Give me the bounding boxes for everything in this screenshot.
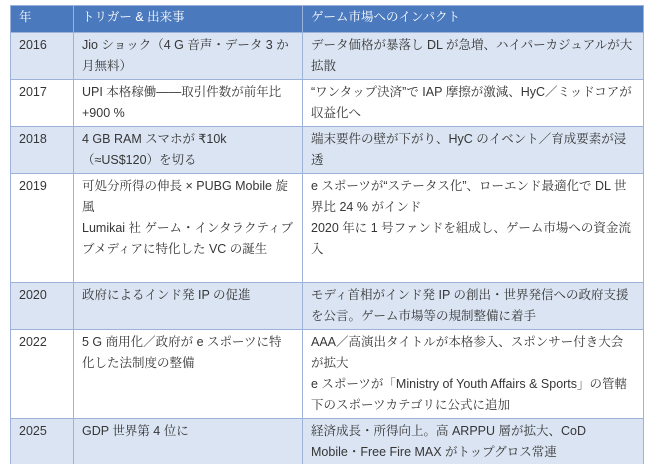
year-cell: 2017 <box>11 80 74 127</box>
impact-cell: AAA／高演出タイトルが本格参入、スポンサー付き大会が拡大 e スポーツが「Ministry of Youth Affairs & Sports」の管轄下のスポーツカテゴリに公式に追加 <box>303 330 644 419</box>
header-row <box>11 6 644 33</box>
impact-cell: モディ首相がインド発 IP の創出・世界発信への政府支援を公言。ゲーム市場等の規制整備に着手 <box>303 283 644 330</box>
trigger-cell: 5 G 商用化／政府が e スポーツに特化した法制度の整備 <box>74 330 303 419</box>
header-cell-year: 年 <box>11 6 74 33</box>
table-row-2019 <box>11 174 644 283</box>
header-cell-impact: ゲーム市場へのインパクト <box>303 6 644 33</box>
year-cell: 2019 <box>11 174 74 283</box>
trigger-cell: GDP 世界第 4 位に <box>74 419 303 464</box>
impact-cell: 端末要件の壁が下がり、HyC のイベント／育成要素が浸透 <box>303 127 644 174</box>
year-cell: 2025 <box>11 419 74 464</box>
table-row-2018 <box>11 127 644 174</box>
trigger-cell: UPI 本格稼働——取引件数が前年比 +900 % <box>74 80 303 127</box>
trigger-cell: 4 GB RAM スマホが ₹10k（≈US$120）を切る <box>74 127 303 174</box>
year-cell: 2016 <box>11 33 74 80</box>
table-row-2017 <box>11 80 644 127</box>
year-cell: 2018 <box>11 127 74 174</box>
year-cell: 2022 <box>11 330 74 419</box>
table-row-2020 <box>11 283 644 330</box>
india-game-market-timeline-table <box>10 5 644 464</box>
year-cell: 2020 <box>11 283 74 330</box>
impact-cell: “ワンタップ決済”で IAP 摩擦が激減、HyC／ミッドコアが収益化へ <box>303 80 644 127</box>
trigger-cell: 可処分所得の伸長 × PUBG Mobile 旋風 Lumikai 社 ゲーム・インタラクティブブメディアに特化した VC の誕生 <box>74 174 303 283</box>
trigger-cell: 政府によるインド発 IP の促進 <box>74 283 303 330</box>
impact-cell: データ価格が暴落し DL が急増、ハイパーカジュアルが大拡散 <box>303 33 644 80</box>
impact-cell: 経済成長・所得向上。高 ARPPU 層が拡大、CoD Mobile・Free Fire MAX がトップグロス常連 <box>303 419 644 464</box>
table-row-2016 <box>11 33 644 80</box>
impact-cell: e スポーツが“ステータス化”、ローエンド最適化で DL 世界比 24 % がインド 2020 年に 1 号ファンドを組成し、ゲーム市場への資金流入 <box>303 174 644 283</box>
table-row-2022 <box>11 330 644 419</box>
table-row-2025 <box>11 419 644 464</box>
trigger-cell: Jio ショック（4 G 音声・データ 3 か月無料） <box>74 33 303 80</box>
header-cell-trigger: トリガー & 出来事 <box>74 6 303 33</box>
